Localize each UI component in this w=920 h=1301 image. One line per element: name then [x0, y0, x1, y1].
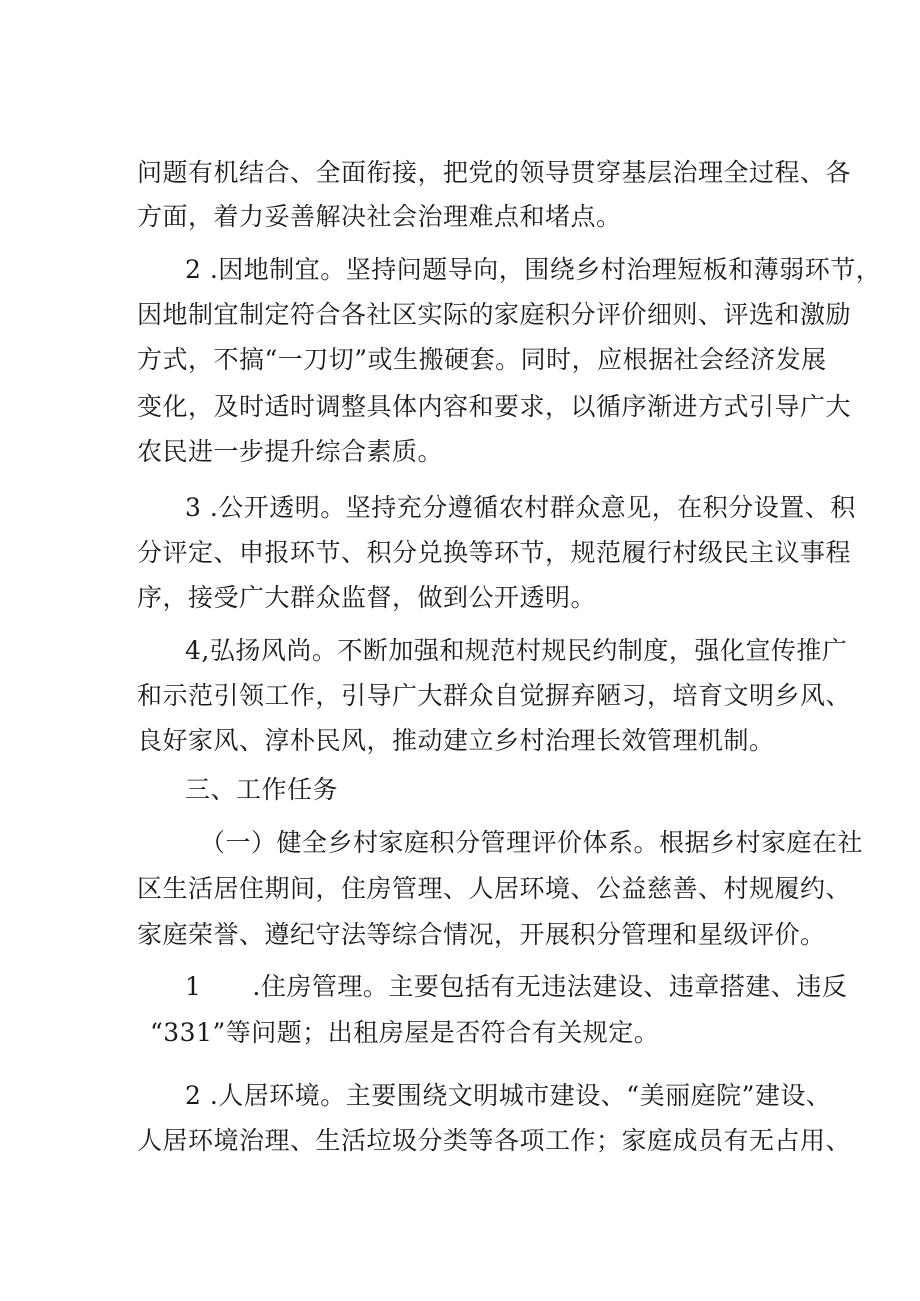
text-line: 序，接受广大群众监督，做到公开透明。: [137, 583, 597, 612]
text-line: 2 .因地制宜。坚持问题导向，围绕乡村治理短板和薄弱环节，: [185, 255, 882, 284]
text-line: 家庭荣誉、遵纪守法等综合情况，开展积分管理和星级评价。: [137, 920, 826, 949]
text-line: “331”等问题；出租房屋是否符合有关规定。: [150, 1018, 660, 1047]
text-line: 变化，及时适时调整具体内容和要求，以循序渐进方式引导广大: [137, 392, 852, 421]
text-line: 农民进一步提升综合素质。: [137, 437, 444, 466]
text-line: 方式，不搞“一刀切”或生搬硬套。同时，应根据社会经济发展: [137, 345, 827, 374]
text-line: 2 .人居环境。主要围绕文明城市建设、“美丽庭院”建设、: [185, 1081, 832, 1110]
text-line: 问题有机结合、全面衔接，把党的领导贯穿基层治理全过程、各: [137, 158, 852, 187]
text-line: （一）健全乡村家庭积分管理评价体系。根据乡村家庭在社: [200, 828, 864, 857]
section-heading: 三、工作任务: [185, 775, 339, 804]
text-line: 方面，着力妥善解决社会治理难点和堵点。: [137, 202, 622, 231]
text-line: 因地制宜制定符合各社区实际的家庭积分评价细则、评选和激励: [137, 300, 852, 329]
text-line: 和示范引领工作，引导广大群众自觉摒弃陋习，培育文明乡风、: [137, 681, 852, 710]
text-line: 4,弘扬风尚。不断加强和规范村规民约制度，强化宣传推广: [185, 636, 848, 665]
text-line: 3 .公开透明。坚持充分遵循农村群众意见，在积分设置、积: [185, 493, 856, 522]
text-line: 区生活居住期间，住房管理、人居环境、公益慈善、村规履约、: [137, 874, 852, 903]
text-line: 分评定、申报环节、积分兑换等环节，规范履行村级民主议事程: [137, 538, 852, 567]
text-line: 良好家风、淳朴民风，推动建立乡村治理长效管理机制。: [137, 726, 775, 755]
text-line: 人居环境治理、生活垃圾分类等各项工作；家庭成员有无占用、: [137, 1126, 852, 1155]
text-line: 1 .住房管理。主要包括有无违法建设、违章搭建、违反: [185, 972, 848, 1001]
